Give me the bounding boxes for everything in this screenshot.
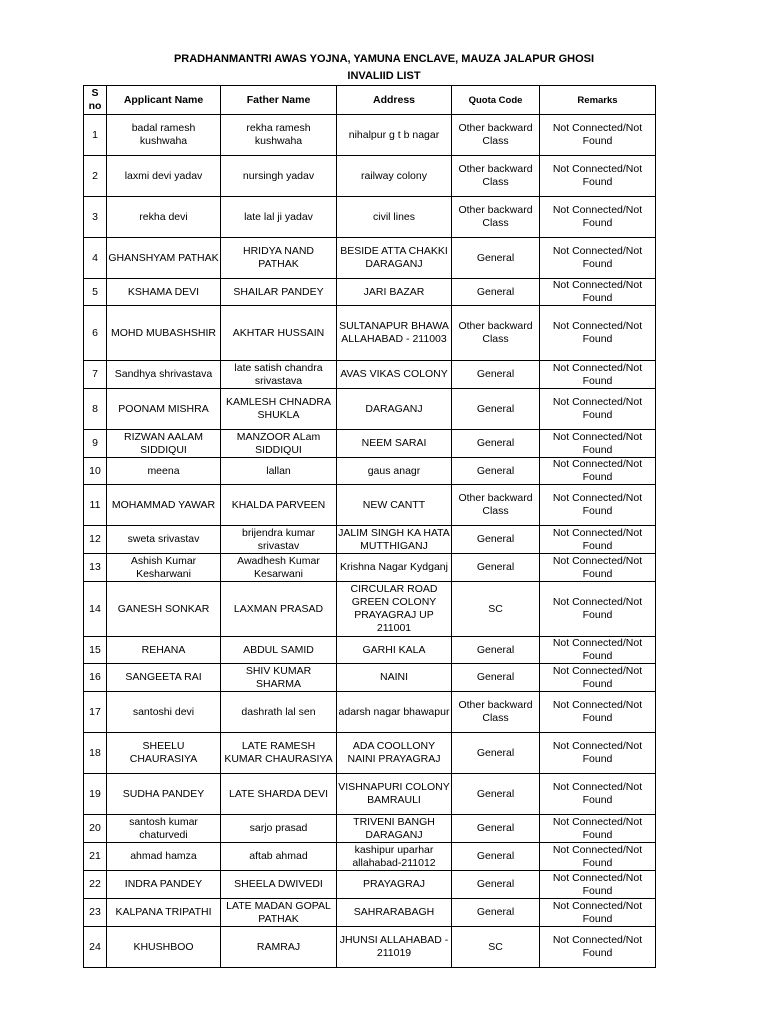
table-row bbox=[84, 526, 656, 554]
header-quota-code: Quota Code bbox=[452, 86, 540, 115]
cell-applicant-name: santosh kumar chaturvedi bbox=[107, 815, 221, 843]
header-applicant-name: Applicant Name bbox=[107, 86, 221, 115]
cell-quota-code: General bbox=[452, 843, 540, 871]
cell-sno: 9 bbox=[84, 430, 107, 458]
cell-remarks: Not Connected/Not Found bbox=[540, 115, 656, 156]
cell-remarks: Not Connected/Not Found bbox=[540, 485, 656, 526]
cell-applicant-name: ahmad hamza bbox=[107, 843, 221, 871]
cell-quota-code: General bbox=[452, 238, 540, 279]
cell-address: JARI BAZAR bbox=[337, 279, 452, 306]
cell-quota-code: General bbox=[452, 389, 540, 430]
table-row bbox=[84, 774, 656, 815]
cell-remarks: Not Connected/Not Found bbox=[540, 430, 656, 458]
cell-remarks: Not Connected/Not Found bbox=[540, 664, 656, 692]
cell-address: NEEM SARAI bbox=[337, 430, 452, 458]
cell-applicant-name: KHUSHBOO bbox=[107, 927, 221, 968]
cell-remarks: Not Connected/Not Found bbox=[540, 306, 656, 361]
cell-father-name: KHALDA PARVEEN bbox=[221, 485, 337, 526]
cell-address: civil lines bbox=[337, 197, 452, 238]
cell-remarks: Not Connected/Not Found bbox=[540, 554, 656, 582]
table-row bbox=[84, 927, 656, 968]
cell-father-name: SHEELA DWIVEDI bbox=[221, 871, 337, 899]
cell-quota-code: General bbox=[452, 815, 540, 843]
table-row bbox=[84, 554, 656, 582]
cell-applicant-name: MOHAMMAD YAWAR bbox=[107, 485, 221, 526]
table-row bbox=[84, 871, 656, 899]
cell-father-name: late satish chandra srivastava bbox=[221, 361, 337, 389]
cell-remarks: Not Connected/Not Found bbox=[540, 197, 656, 238]
cell-quota-code: SC bbox=[452, 582, 540, 637]
cell-remarks: Not Connected/Not Found bbox=[540, 927, 656, 968]
table-body bbox=[84, 115, 656, 968]
cell-father-name: LATE RAMESH KUMAR CHAURASIYA bbox=[221, 733, 337, 774]
cell-address: kashipur uparhar allahabad-211012 bbox=[337, 843, 452, 871]
table-row bbox=[84, 279, 656, 306]
cell-address: BESIDE ATTA CHAKKI DARAGANJ bbox=[337, 238, 452, 279]
cell-sno: 1 bbox=[84, 115, 107, 156]
cell-remarks: Not Connected/Not Found bbox=[540, 582, 656, 637]
table-row bbox=[84, 458, 656, 485]
cell-applicant-name: SANGEETA RAI bbox=[107, 664, 221, 692]
cell-remarks: Not Connected/Not Found bbox=[540, 774, 656, 815]
cell-quota-code: General bbox=[452, 458, 540, 485]
cell-remarks: Not Connected/Not Found bbox=[540, 733, 656, 774]
cell-quota-code: Other backward Class bbox=[452, 197, 540, 238]
cell-sno: 10 bbox=[84, 458, 107, 485]
cell-applicant-name: badal ramesh kushwaha bbox=[107, 115, 221, 156]
cell-sno: 23 bbox=[84, 899, 107, 927]
cell-applicant-name: MOHD MUBASHSHIR bbox=[107, 306, 221, 361]
cell-quota-code: General bbox=[452, 637, 540, 664]
cell-father-name: AKHTAR HUSSAIN bbox=[221, 306, 337, 361]
cell-applicant-name: GHANSHYAM PATHAK bbox=[107, 238, 221, 279]
cell-sno: 8 bbox=[84, 389, 107, 430]
table-row bbox=[84, 306, 656, 361]
cell-address: DARAGANJ bbox=[337, 389, 452, 430]
cell-quota-code: General bbox=[452, 279, 540, 306]
cell-remarks: Not Connected/Not Found bbox=[540, 458, 656, 485]
table-row bbox=[84, 389, 656, 430]
table-row bbox=[84, 692, 656, 733]
cell-sno: 14 bbox=[84, 582, 107, 637]
cell-father-name: rekha ramesh kushwaha bbox=[221, 115, 337, 156]
cell-sno: 7 bbox=[84, 361, 107, 389]
cell-father-name: KAMLESH CHNADRA SHUKLA bbox=[221, 389, 337, 430]
cell-father-name: lallan bbox=[221, 458, 337, 485]
cell-quota-code: General bbox=[452, 430, 540, 458]
cell-sno: 11 bbox=[84, 485, 107, 526]
cell-remarks: Not Connected/Not Found bbox=[540, 156, 656, 197]
cell-applicant-name: SHEELU CHAURASIYA bbox=[107, 733, 221, 774]
cell-address: VISHNAPURI COLONY BAMRAULI bbox=[337, 774, 452, 815]
cell-applicant-name: RIZWAN AALAM SIDDIQUI bbox=[107, 430, 221, 458]
header-address: Address bbox=[337, 86, 452, 115]
cell-applicant-name: laxmi devi yadav bbox=[107, 156, 221, 197]
cell-applicant-name: KALPANA TRIPATHI bbox=[107, 899, 221, 927]
cell-address: SULTANAPUR BHAWA ALLAHABAD - 211003 bbox=[337, 306, 452, 361]
table-row bbox=[84, 637, 656, 664]
cell-quota-code: General bbox=[452, 733, 540, 774]
cell-sno: 6 bbox=[84, 306, 107, 361]
table-row bbox=[84, 238, 656, 279]
cell-sno: 16 bbox=[84, 664, 107, 692]
cell-applicant-name: KSHAMA DEVI bbox=[107, 279, 221, 306]
cell-address: JHUNSI ALLAHABAD - 211019 bbox=[337, 927, 452, 968]
cell-father-name: LAXMAN PRASAD bbox=[221, 582, 337, 637]
cell-sno: 13 bbox=[84, 554, 107, 582]
cell-father-name: RAMRAJ bbox=[221, 927, 337, 968]
cell-quota-code: General bbox=[452, 361, 540, 389]
cell-address: JALIM SINGH KA HATA MUTTHIGANJ bbox=[338, 526, 450, 552]
table-row bbox=[84, 485, 656, 526]
cell-father-name: sarjo prasad bbox=[221, 815, 337, 843]
cell-applicant-name: Ashish Kumar Kesharwani bbox=[107, 554, 221, 582]
cell-address: NAINI bbox=[337, 664, 452, 692]
invalid-list-table bbox=[83, 85, 656, 968]
cell-sno: 17 bbox=[84, 692, 107, 733]
cell-applicant-name: sweta srivastav bbox=[107, 526, 221, 554]
cell-father-name: nursingh yadav bbox=[221, 156, 337, 197]
cell-address: nihalpur g t b nagar bbox=[337, 115, 452, 156]
cell-sno: 4 bbox=[84, 238, 107, 279]
cell-applicant-name: santoshi devi bbox=[107, 692, 221, 733]
header-row bbox=[84, 86, 656, 115]
cell-address: GARHI KALA bbox=[337, 637, 452, 664]
cell-applicant-name: SUDHA PANDEY bbox=[107, 774, 221, 815]
table-row bbox=[84, 582, 656, 637]
cell-address: NEW CANTT bbox=[337, 485, 452, 526]
cell-father-name: aftab ahmad bbox=[221, 843, 337, 871]
cell-applicant-name: POONAM MISHRA bbox=[107, 389, 221, 430]
cell-quota-code: Other backward Class bbox=[452, 485, 540, 526]
cell-quota-code: General bbox=[452, 899, 540, 927]
cell-quota-code: Other backward Class bbox=[452, 692, 540, 733]
cell-remarks: Not Connected/Not Found bbox=[540, 815, 656, 843]
cell-father-name: HRIDYA NAND PATHAK bbox=[221, 238, 337, 279]
cell-father-name: brijendra kumar srivastav bbox=[221, 526, 337, 554]
cell-quota-code: General bbox=[452, 871, 540, 899]
table-row bbox=[84, 899, 656, 927]
document-title: PRADHANMANTRI AWAS YOJNA, YAMUNA ENCLAVE, MAUZA JALAPUR GHOSI bbox=[173, 53, 595, 65]
cell-quota-code: Other backward Class bbox=[452, 306, 540, 361]
cell-sno: 24 bbox=[84, 927, 107, 968]
cell-remarks: Not Connected/Not Found bbox=[540, 899, 656, 927]
cell-father-name: late lal ji yadav bbox=[221, 197, 337, 238]
cell-father-name: Awadhesh Kumar Kesarwani bbox=[221, 554, 337, 582]
cell-quota-code: Other backward Class bbox=[452, 115, 540, 156]
cell-address: SAHRARABAGH bbox=[337, 899, 452, 927]
cell-remarks: Not Connected/Not Found bbox=[540, 361, 656, 389]
cell-remarks: Not Connected/Not Found bbox=[540, 871, 656, 899]
table-row bbox=[84, 115, 656, 156]
cell-sno: 3 bbox=[84, 197, 107, 238]
cell-applicant-name: REHANA bbox=[107, 637, 221, 664]
table-row bbox=[84, 430, 656, 458]
table-row bbox=[84, 843, 656, 871]
cell-address: TRIVENI BANGH DARAGANJ bbox=[337, 815, 452, 843]
cell-father-name: SHAILAR PANDEY bbox=[221, 279, 337, 306]
cell-sno: 20 bbox=[84, 815, 107, 843]
cell-quota-code: General bbox=[452, 526, 540, 554]
cell-remarks: Not Connected/Not Found bbox=[540, 389, 656, 430]
cell-address: CIRCULAR ROAD GREEN COLONY PRAYAGRAJ UP 211001 bbox=[337, 582, 452, 637]
cell-remarks: Not Connected/Not Found bbox=[540, 526, 656, 554]
cell-remarks: Not Connected/Not Found bbox=[540, 279, 656, 306]
cell-father-name: LATE SHARDA DEVI bbox=[221, 774, 337, 815]
cell-applicant-name: GANESH SONKAR bbox=[107, 582, 221, 637]
cell-sno: 12 bbox=[84, 526, 107, 554]
header-remarks: Remarks bbox=[540, 86, 656, 115]
cell-quota-code: General bbox=[452, 664, 540, 692]
cell-remarks: Not Connected/Not Found bbox=[540, 692, 656, 733]
cell-sno: 19 bbox=[84, 774, 107, 815]
cell-address: PRAYAGRAJ bbox=[337, 871, 452, 899]
table-row bbox=[84, 156, 656, 197]
cell-sno: 18 bbox=[84, 733, 107, 774]
cell-sno: 5 bbox=[84, 279, 107, 306]
cell-father-name: dashrath lal sen bbox=[221, 692, 337, 733]
cell-quota-code: Other backward Class bbox=[452, 156, 540, 197]
cell-quota-code: General bbox=[452, 774, 540, 815]
cell-applicant-name: rekha devi bbox=[107, 197, 221, 238]
cell-applicant-name: Sandhya shrivastava bbox=[107, 361, 221, 389]
header-sno: S no bbox=[84, 86, 107, 115]
table-row bbox=[84, 733, 656, 774]
cell-sno: 15 bbox=[84, 637, 107, 664]
cell-address: adarsh nagar bhawapur bbox=[337, 692, 452, 733]
header-father-name: Father Name bbox=[221, 86, 337, 115]
table-row bbox=[84, 361, 656, 389]
cell-remarks: Not Connected/Not Found bbox=[540, 637, 656, 664]
cell-sno: 21 bbox=[84, 843, 107, 871]
table-row bbox=[84, 197, 656, 238]
cell-sno: 2 bbox=[84, 156, 107, 197]
cell-applicant-name: INDRA PANDEY bbox=[107, 871, 221, 899]
cell-father-name: ABDUL SAMID bbox=[221, 637, 337, 664]
cell-father-name: LATE MADAN GOPAL PATHAK bbox=[221, 899, 337, 927]
cell-father-name: SHIV KUMAR SHARMA bbox=[221, 664, 337, 692]
document-subtitle: INVALIID LIST bbox=[347, 70, 421, 82]
table-row bbox=[84, 664, 656, 692]
cell-address: Krishna Nagar Kydganj bbox=[337, 554, 452, 582]
cell-address: ADA COOLLONY NAINI PRAYAGRAJ bbox=[337, 733, 452, 774]
cell-address: railway colony bbox=[337, 156, 452, 197]
cell-remarks: Not Connected/Not Found bbox=[540, 238, 656, 279]
cell-remarks: Not Connected/Not Found bbox=[540, 843, 656, 871]
cell-father-name: MANZOOR ALam SIDDIQUI bbox=[221, 430, 337, 458]
cell-applicant-name: meena bbox=[107, 458, 221, 485]
cell-sno: 22 bbox=[84, 871, 107, 899]
cell-address: gaus anagr bbox=[337, 458, 452, 485]
cell-quota-code: General bbox=[452, 554, 540, 582]
cell-address: AVAS VIKAS COLONY bbox=[337, 361, 452, 389]
table-row bbox=[84, 815, 656, 843]
cell-quota-code: SC bbox=[452, 927, 540, 968]
